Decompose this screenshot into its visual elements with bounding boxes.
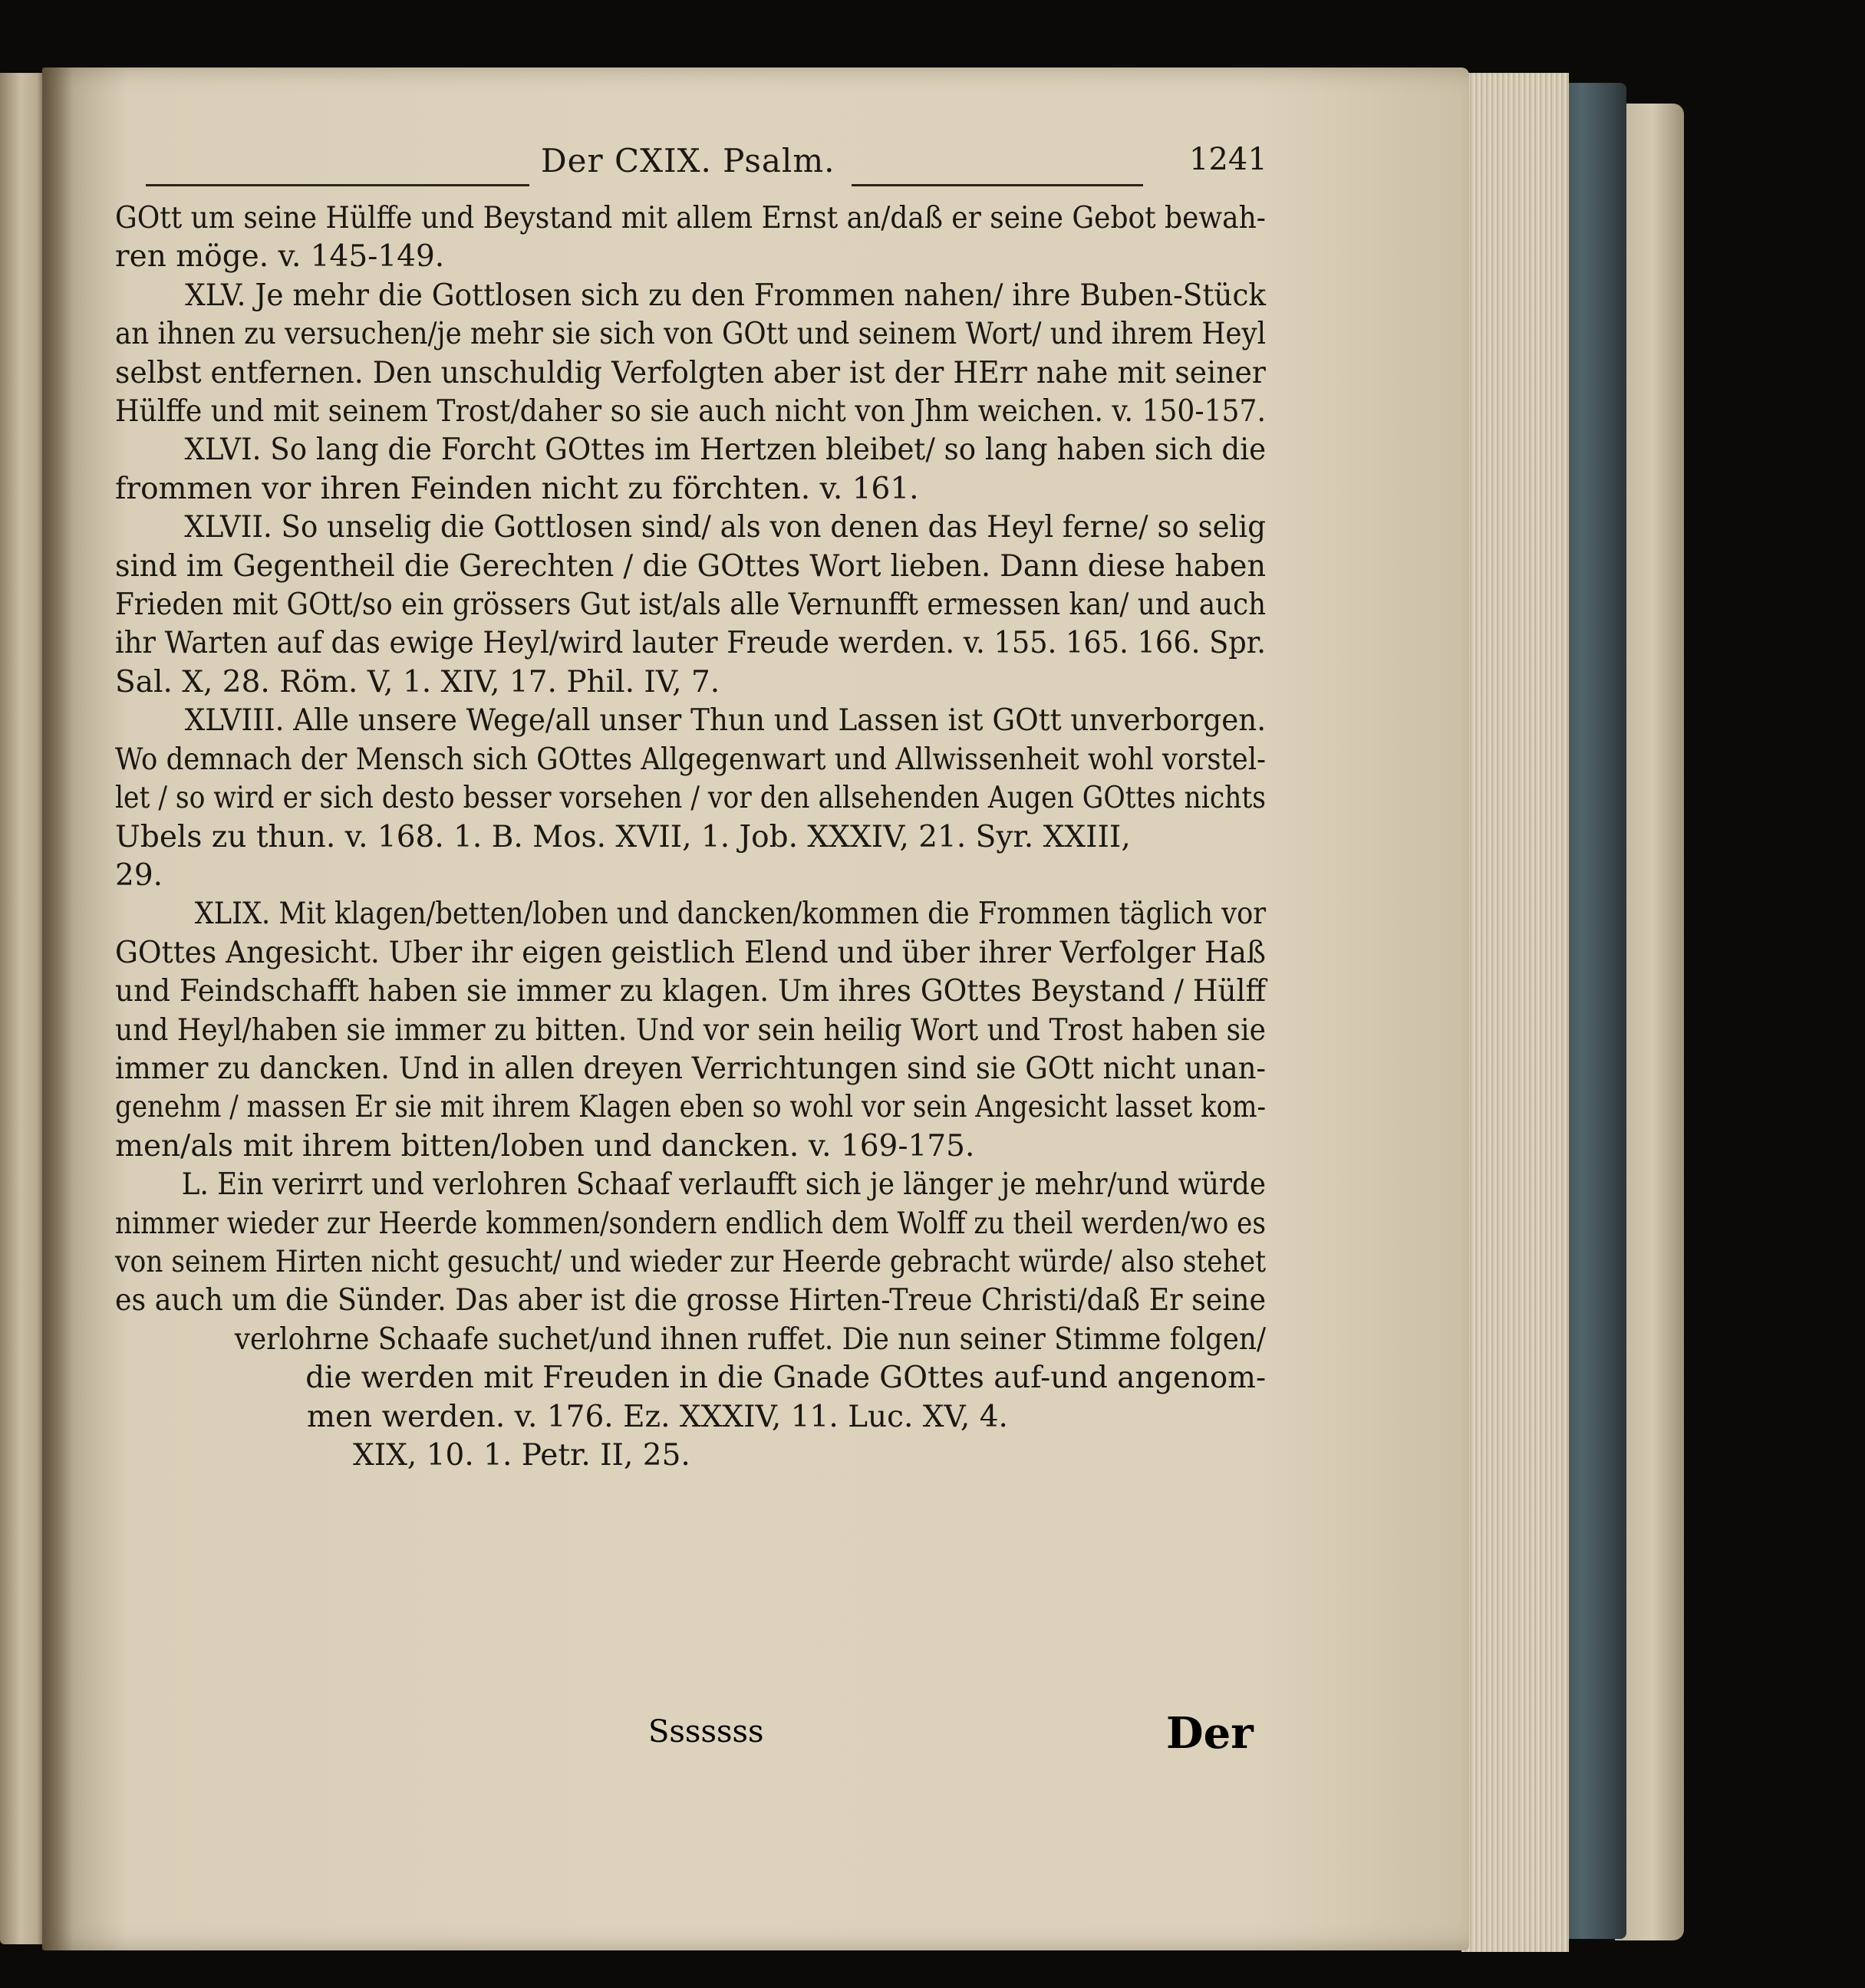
text-line: es auch um die Sünder. Das aber ist die grosse Hirten-Treue Christi/daß Er seine — [115, 1283, 1267, 1318]
text-line: verlohrne Schaafe suchet/und ihnen ruffet. Die nun seiner Stimme folgen/ — [234, 1321, 1266, 1357]
text-line: Wo demnach der Mensch sich GOttes Allgegenwart und Allwissenheit wohl vorstel- — [115, 742, 1267, 777]
text-line: XLVII. So unselig die Gottlosen sind/ als von denen das Heyl ferne/ so selig — [184, 510, 1266, 545]
text-line: men werden. v. 176. Ez. XXXIV, 11. Luc. XV, 4. — [307, 1399, 1008, 1434]
left-page-edge — [0, 73, 46, 1944]
text-line: L. Ein verirrt und verlohren Schaaf verlaufft sich je länger je mehr/und würde — [181, 1167, 1266, 1203]
text-line: let / so wird er sich desto besser vorsehen / vor den allsehenden Augen GOttes nichts — [115, 781, 1266, 816]
text-line: nimmer wieder zur Heerde kommen/sondern endlich dem Wolff zu theil werden/wo es — [115, 1206, 1267, 1241]
page-text-block — [115, 142, 1266, 1475]
signature-mark: Sssssss — [648, 1714, 764, 1749]
text-line: genehm / massen Er sie mit ihrem Klagen eben so wohl vor sein Angesicht lasset kom- — [115, 1090, 1267, 1125]
text-line: 29. — [115, 857, 163, 893]
text-line: Hülffe und mit seinem Trost/daher so sie auch nicht von Jhm weichen. v. 150-157. — [115, 394, 1266, 430]
text-line: von seinem Hirten nicht gesucht/ und wieder zur Heerde gebracht würde/ also stehet — [115, 1244, 1267, 1279]
header-rule-right — [852, 184, 1143, 186]
catchword: Der — [1166, 1708, 1254, 1759]
text-line: und Heyl/haben sie immer zu bitten. Und vor sein heilig Wort und Trost haben sie — [115, 1012, 1266, 1048]
page-block-edges — [1461, 73, 1569, 1952]
text-line: Ubels zu thun. v. 168. 1. B. Mos. XVII, 1. Job. XXXIV, 21. Syr. XXIII, — [115, 819, 1131, 854]
text-line: GOttes Angesicht. Uber ihr eigen geistlich Elend und über ihrer Verfolger Haß — [115, 935, 1266, 970]
text-line: Frieden mit GOtt/so ein grössers Gut ist/als alle Vernunfft ermessen kan/ und auch — [115, 588, 1267, 623]
page-number: 1241 — [1189, 142, 1267, 177]
text-line: XIX, 10. 1. Petr. II, 25. — [353, 1438, 690, 1473]
text-line: immer zu dancken. Und in allen dreyen Verrichtungen sind sie GOtt nicht unan- — [115, 1051, 1266, 1086]
page-header — [115, 142, 1266, 199]
text-line: XLV. Je mehr die Gottlosen sich zu den Frommen nahen/ ihre Buben-Stück — [185, 278, 1267, 313]
text-line: ren möge. v. 145-149. — [115, 239, 445, 275]
text-line: sind im Gegentheil die Gerechten / die GOttes Wort lieben. Dann diese haben — [115, 548, 1267, 584]
text-line: Sal. X, 28. Röm. V, 1. XIV, 17. Phil. IV, 7. — [115, 664, 720, 699]
header-rule-left — [146, 184, 529, 186]
text-line: GOtt um seine Hülffe und Beystand mit allem Ernst an/daß er seine Gebot bewah- — [115, 201, 1266, 235]
text-line: ihr Warten auf das ewige Heyl/wird lauter Freude werden. v. 155. 165. 166. Spr. — [115, 626, 1266, 661]
text-line: XLIX. Mit klagen/betten/loben und dancken/kommen die Frommen täglich vor — [194, 897, 1267, 932]
text-line: men/als mit ihrem bitten/loben und dancken. v. 169-175. — [115, 1128, 975, 1164]
body-text — [115, 199, 1266, 1475]
running-title: Der CXIX. Psalm. — [541, 142, 835, 179]
page-gutter-shadow — [42, 67, 73, 1950]
text-line: an ihnen zu versuchen/je mehr sie sich von GOtt und seinem Wort/ und ihrem Heyl — [115, 317, 1267, 352]
page-footer — [115, 1708, 1266, 1760]
text-line: XLVIII. Alle unsere Wege/all unser Thun und Lassen ist GOtt unverborgen. — [184, 703, 1267, 739]
text-line: die werden mit Freuden in die Gnade GOttes auf-und angenom- — [305, 1361, 1267, 1396]
text-line: XLVI. So lang die Forcht GOttes im Hertzen bleibet/ so lang haben sich die — [184, 433, 1267, 468]
text-line: und Feindschafft haben sie immer zu klagen. Um ihres GOttes Beystand / Hülff — [115, 974, 1267, 1009]
text-line: frommen vor ihren Feinden nicht zu förchten. v. 161. — [115, 471, 919, 506]
text-line: selbst entfernen. Den unschuldig Verfolgten aber ist der HErr nahe mit seiner — [115, 355, 1266, 390]
